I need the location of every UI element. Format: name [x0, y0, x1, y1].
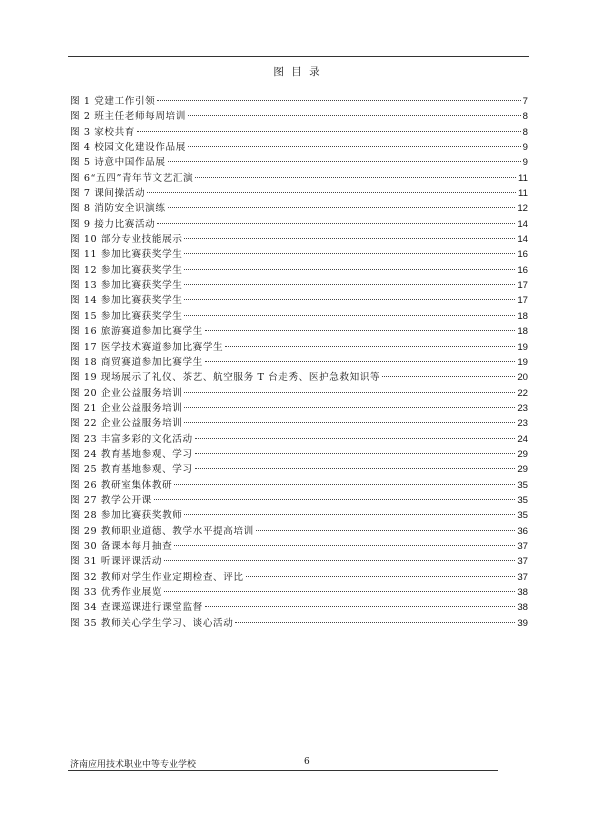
toc-entry-page: 38	[517, 587, 528, 598]
toc-entry-page: 17	[517, 280, 528, 292]
toc-entry-page: 29	[517, 448, 528, 460]
toc-entry[interactable]	[70, 524, 528, 539]
dot-leader	[174, 545, 515, 546]
toc-entry-page: 37	[517, 540, 528, 552]
dot-leader	[174, 484, 515, 485]
dot-leader	[195, 438, 516, 439]
toc-entry-label: 图 35 教师关心学生学习、谈心活动	[70, 617, 234, 629]
dot-leader	[164, 591, 515, 592]
toc-entry-page: 9	[522, 142, 528, 154]
toc-entry-label: 图 22 企业公益服务培训	[70, 418, 183, 430]
toc-entry-label: 图 30 备课本每月抽查	[70, 540, 173, 552]
toc-entry-page: 14	[517, 234, 528, 246]
toc-entry-label: 图 3 家校共育	[70, 126, 135, 138]
toc-entry[interactable]	[70, 600, 528, 615]
dot-leader	[184, 284, 515, 285]
toc-entry-label: 图 15 参加比赛获奖学生	[70, 310, 183, 322]
toc-entry-label: 图 19 现场展示了礼仪、茶艺、航空服务 T 台走秀、医护急救知识等	[70, 372, 381, 384]
footer-rule	[68, 770, 498, 771]
toc-entry[interactable]	[70, 355, 528, 370]
toc-entry-page: 37	[517, 571, 528, 583]
toc-entry-label: 图 4 校园文化建设作品展	[70, 142, 186, 154]
toc-entry-label: 图 28 参加比赛获奖教师	[70, 510, 183, 522]
dot-leader	[225, 346, 515, 347]
toc-entry-page: 23	[517, 418, 528, 430]
toc-entry[interactable]	[70, 616, 528, 631]
toc-entry[interactable]	[70, 278, 528, 293]
dot-leader	[382, 376, 515, 377]
dot-leader	[205, 606, 515, 607]
toc-entry-page: 8	[522, 111, 528, 123]
toc-entry-label: 图 27 教学公开课	[70, 494, 152, 506]
toc-entry-label: 图 8 消防安全识演练	[70, 203, 166, 215]
toc-entry-label: 图 17 医学技术赛道参加比赛学生	[70, 341, 224, 353]
dot-leader	[195, 468, 516, 469]
toc-entry-label: 图 32 教师对学生作业定期检查、评比	[70, 571, 244, 583]
toc-entry[interactable]	[70, 447, 528, 462]
toc-entry[interactable]	[70, 462, 528, 477]
dot-leader	[195, 177, 516, 178]
toc-entry-label: 图 2 班主任老师每周培训	[70, 111, 186, 123]
toc-entry[interactable]	[70, 125, 528, 140]
toc-entry-page: 12	[517, 203, 528, 215]
dot-leader	[168, 207, 516, 208]
toc-entry-label: 图 11 参加比赛获奖学生	[70, 249, 183, 261]
dot-leader	[184, 407, 515, 408]
footer-school-name: 济南应用技术职业中等专业学校	[70, 760, 197, 770]
toc-entry-page: 11	[518, 172, 528, 184]
dot-leader	[205, 330, 515, 331]
dot-leader	[235, 622, 515, 623]
toc-entry[interactable]	[70, 324, 528, 339]
dot-leader	[154, 499, 515, 500]
toc-entry-page: 14	[517, 218, 528, 230]
toc-entry-label: 图 26 教研室集体教研	[70, 479, 173, 491]
toc-entry-label: 图 16 旅游赛道参加比赛学生	[70, 326, 203, 338]
dot-leader	[256, 530, 516, 531]
toc-entry-page: 38	[517, 602, 528, 614]
toc-entry-page: 18	[517, 310, 528, 322]
toc-entry-label: 图 9 接力比赛活动	[70, 218, 156, 230]
toc-entry-page: 20	[517, 372, 528, 384]
toc-entry-page: 16	[517, 264, 528, 276]
toc-entry-label: 图 6“五四”青年节文艺汇演	[70, 172, 194, 184]
toc-entry-page: 8	[522, 126, 528, 138]
toc-entry[interactable]	[70, 508, 528, 523]
dot-leader	[184, 269, 515, 270]
toc-entry-page: 29	[517, 464, 528, 476]
toc-entry-label: 图 20 企业公益服务培训	[70, 387, 183, 399]
toc-entry-label: 图 1 党建工作引领	[70, 96, 156, 107]
toc-entry-label: 图 7 课间操活动	[70, 188, 146, 200]
toc-entry-page: 37	[517, 556, 528, 568]
toc-entry-page: 35	[517, 494, 528, 506]
dot-leader	[137, 131, 521, 132]
toc-entry-label: 图 31 听课评课活动	[70, 556, 163, 568]
dot-leader	[188, 146, 521, 147]
toc-entry[interactable]	[70, 309, 528, 324]
toc-entry-page: 22	[517, 387, 528, 399]
toc-entry-page: 16	[517, 249, 528, 261]
dot-leader	[246, 576, 516, 577]
dot-leader	[188, 115, 521, 116]
toc-entry-page: 7	[522, 96, 528, 107]
toc-entry-label: 图 23 丰富多彩的文化活动	[70, 433, 193, 445]
toc-entry[interactable]	[70, 263, 528, 278]
toc-entry[interactable]	[70, 432, 528, 447]
toc-entry[interactable]	[70, 155, 528, 170]
dot-leader	[205, 361, 515, 362]
toc-entry-page: 18	[517, 326, 528, 338]
toc-entry-label: 图 24 教育基地参观、学习	[70, 448, 193, 460]
toc-entry-label: 图 5 诗意中国作品展	[70, 157, 166, 169]
toc-entry[interactable]	[70, 416, 528, 431]
toc-entry[interactable]	[70, 340, 528, 355]
toc-entry-label: 图 10 部分专业技能展示	[70, 234, 183, 246]
toc-entry-label: 图 29 教师职业道德、教学水平提高培训	[70, 525, 254, 537]
dot-leader	[184, 315, 515, 316]
toc-entry[interactable]	[70, 232, 528, 247]
header-rule	[68, 56, 529, 57]
toc-entry-label: 图 18 商贸赛道参加比赛学生	[70, 356, 203, 368]
dot-leader	[184, 238, 515, 239]
toc-entry[interactable]	[70, 293, 528, 308]
toc-entry[interactable]	[70, 247, 528, 262]
toc-entry-page: 39	[517, 617, 528, 629]
footer-page-number: 6	[304, 757, 310, 767]
dot-leader	[157, 100, 520, 101]
toc-entry-label: 图 21 企业公益服务培训	[70, 402, 183, 414]
toc-entry[interactable]	[70, 478, 528, 493]
dot-leader	[184, 253, 515, 254]
toc-entry-page: 19	[517, 356, 528, 368]
toc-entry[interactable]	[70, 386, 528, 401]
toc-entry[interactable]	[70, 109, 528, 124]
toc-entry[interactable]	[70, 186, 528, 201]
toc-entry-page: 36	[517, 525, 528, 537]
page-title: 图 目 录	[273, 66, 322, 78]
toc-entry[interactable]	[70, 585, 528, 600]
dot-leader	[164, 560, 515, 561]
toc-entry-label: 图 33 优秀作业展览	[70, 587, 163, 598]
toc-entry-page: 35	[517, 510, 528, 522]
toc-entry-page: 24	[517, 433, 528, 445]
toc-entry[interactable]	[70, 570, 528, 585]
dot-leader	[195, 453, 516, 454]
toc-entry-page: 23	[517, 402, 528, 414]
toc-entry-page: 35	[517, 479, 528, 491]
dot-leader	[157, 223, 515, 224]
dot-leader	[184, 514, 515, 515]
toc-entry-label: 图 34 查课巡课进行课堂监督	[70, 602, 203, 614]
dot-leader	[184, 299, 515, 300]
toc-entry-page: 19	[517, 341, 528, 353]
toc-entry[interactable]	[70, 493, 528, 508]
toc-entry-label: 图 13 参加比赛获奖学生	[70, 280, 183, 292]
toc-entry[interactable]	[70, 401, 528, 416]
dot-leader	[184, 422, 515, 423]
toc-entry[interactable]	[70, 370, 528, 385]
dot-leader	[147, 192, 516, 193]
toc-entry-page: 9	[522, 157, 528, 169]
figure-list	[70, 94, 528, 631]
toc-entry-label: 图 25 教育基地参观、学习	[70, 464, 193, 476]
toc-entry-page: 11	[518, 188, 528, 200]
toc-entry[interactable]	[70, 94, 528, 109]
toc-entry[interactable]	[70, 539, 528, 554]
toc-entry[interactable]	[70, 554, 528, 569]
dot-leader	[168, 161, 521, 162]
toc-entry-label: 图 12 参加比赛获奖学生	[70, 264, 183, 276]
toc-entry[interactable]	[70, 171, 528, 186]
toc-entry[interactable]	[70, 140, 528, 155]
toc-entry[interactable]	[70, 201, 528, 216]
toc-entry[interactable]	[70, 217, 528, 232]
dot-leader	[184, 392, 515, 393]
toc-entry-page: 17	[517, 295, 528, 307]
toc-entry-label: 图 14 参加比赛获奖学生	[70, 295, 183, 307]
